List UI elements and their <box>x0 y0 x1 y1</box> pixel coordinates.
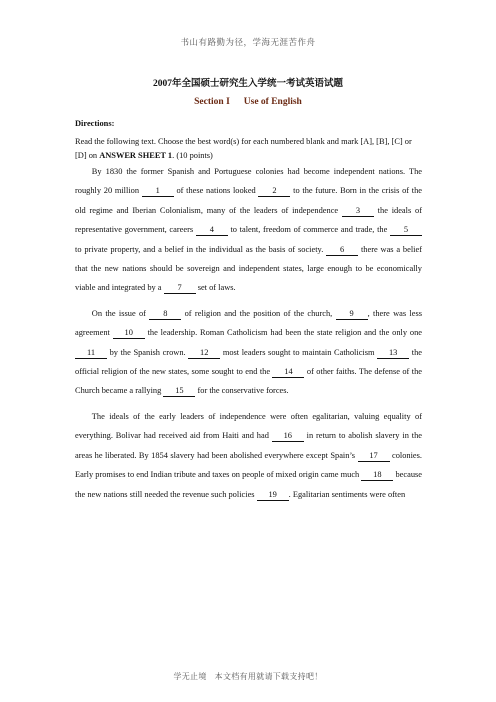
passage-text: The ideals of the early leaders of independence were often egalitarian, valuing equality of everything. Bolivar had received aid from Haiti and had <box>75 411 422 441</box>
passage-paragraph-1 <box>75 162 422 298</box>
blank-5: 5 <box>390 225 422 236</box>
blank-18: 18 <box>361 470 393 481</box>
blank-8: 8 <box>149 309 181 320</box>
passage-text: to private property, and a belief in the individual as the basis of society. <box>75 244 327 254</box>
passage-text: there was a belief that the new nations should be sovereign and independent states, large enough to be economically viable and integrated by a <box>75 244 422 293</box>
directions-text-part: Read the following text. Choose the best word(s) for each numbered blank and mark [A], [B], [C] or [D] on <box>75 137 412 160</box>
passage-text: On the issue of <box>91 308 150 318</box>
passage-text: By 1830 the former Spanish and Portuguese colonies had become independent nations. The roughly 20 million <box>75 167 422 196</box>
blank-19: 19 <box>257 490 289 501</box>
section-heading <box>0 97 496 107</box>
passage-text: for the conservative forces. <box>195 386 289 396</box>
directions-text <box>75 135 422 162</box>
blank-17: 17 <box>358 451 390 462</box>
section-name: Use of English <box>243 97 302 107</box>
passage-text: . Egalitarian sentiments were often <box>288 489 406 499</box>
passage-text: colonies. Early promises to end Indian tribute and taxes on people of mixed origin came much <box>75 450 422 480</box>
blank-16: 16 <box>272 431 304 442</box>
main-content <box>75 117 422 504</box>
blank-15: 15 <box>163 386 195 397</box>
passage-text: of religion and the position of the church, <box>181 308 336 318</box>
blank-12: 12 <box>188 348 220 359</box>
footer-left-text: 学无止境 <box>173 672 207 681</box>
passage-text: to the future. Born in the crisis of the old regime and Iberian Colonialism, many of the leaders of independence <box>75 186 423 215</box>
passage-text: by the Spanish crown. <box>107 347 189 357</box>
passage-text: , there was less agreement <box>75 308 422 338</box>
passage-paragraph-3 <box>75 407 422 504</box>
blank-2: 2 <box>258 186 290 197</box>
blank-13: 13 <box>377 348 409 359</box>
passage-text: because the new nations still needed the revenue such policies <box>75 470 422 499</box>
passage-text: the ideals of representative government, careers <box>75 205 422 235</box>
passage-text: of these nations looked <box>173 186 259 196</box>
passage-text: the official religion of the new states, some sought to end the <box>75 347 423 377</box>
section-label: Section I <box>194 97 230 107</box>
passage-paragraph-2 <box>75 304 422 401</box>
page-header: 书山有路勤为径，学海无涯苦作舟 <box>180 37 316 47</box>
passage-text: in return to abolish slavery in the areas he liberated. By 1854 slavery had been abolished everywhere except Spain’s <box>75 431 422 460</box>
passage-text: set of laws. <box>195 283 236 293</box>
passage-text: the leadership. Roman Catholicism had been the state religion and the only one <box>144 328 423 338</box>
footer-right-text: 本文档有用就请下载支持吧！ <box>214 672 323 681</box>
blank-4: 4 <box>196 225 228 236</box>
exam-title: 2007年全国硕士研究生入学统一考试英语试题 <box>152 79 343 89</box>
directions-label: Directions: <box>75 119 115 128</box>
answer-sheet-label: ANSWER SHEET 1 <box>99 150 173 160</box>
directions-text-part: . (10 points) <box>172 150 213 160</box>
blank-6: 6 <box>326 245 358 256</box>
passage-text: of other faiths. The defense of the Church became a rallying <box>75 367 422 396</box>
blank-3: 3 <box>342 206 374 217</box>
blank-14: 14 <box>272 367 304 378</box>
blank-11: 11 <box>75 348 107 359</box>
blank-10: 10 <box>113 328 145 339</box>
blank-7: 7 <box>164 283 196 294</box>
passage-text: to talent, freedom of commerce and trade, the <box>227 225 390 235</box>
blank-1: 1 <box>142 186 174 197</box>
page-footer <box>0 671 496 682</box>
blank-9: 9 <box>336 309 368 320</box>
passage-text: most leaders sought to maintain Catholicism <box>220 347 378 357</box>
